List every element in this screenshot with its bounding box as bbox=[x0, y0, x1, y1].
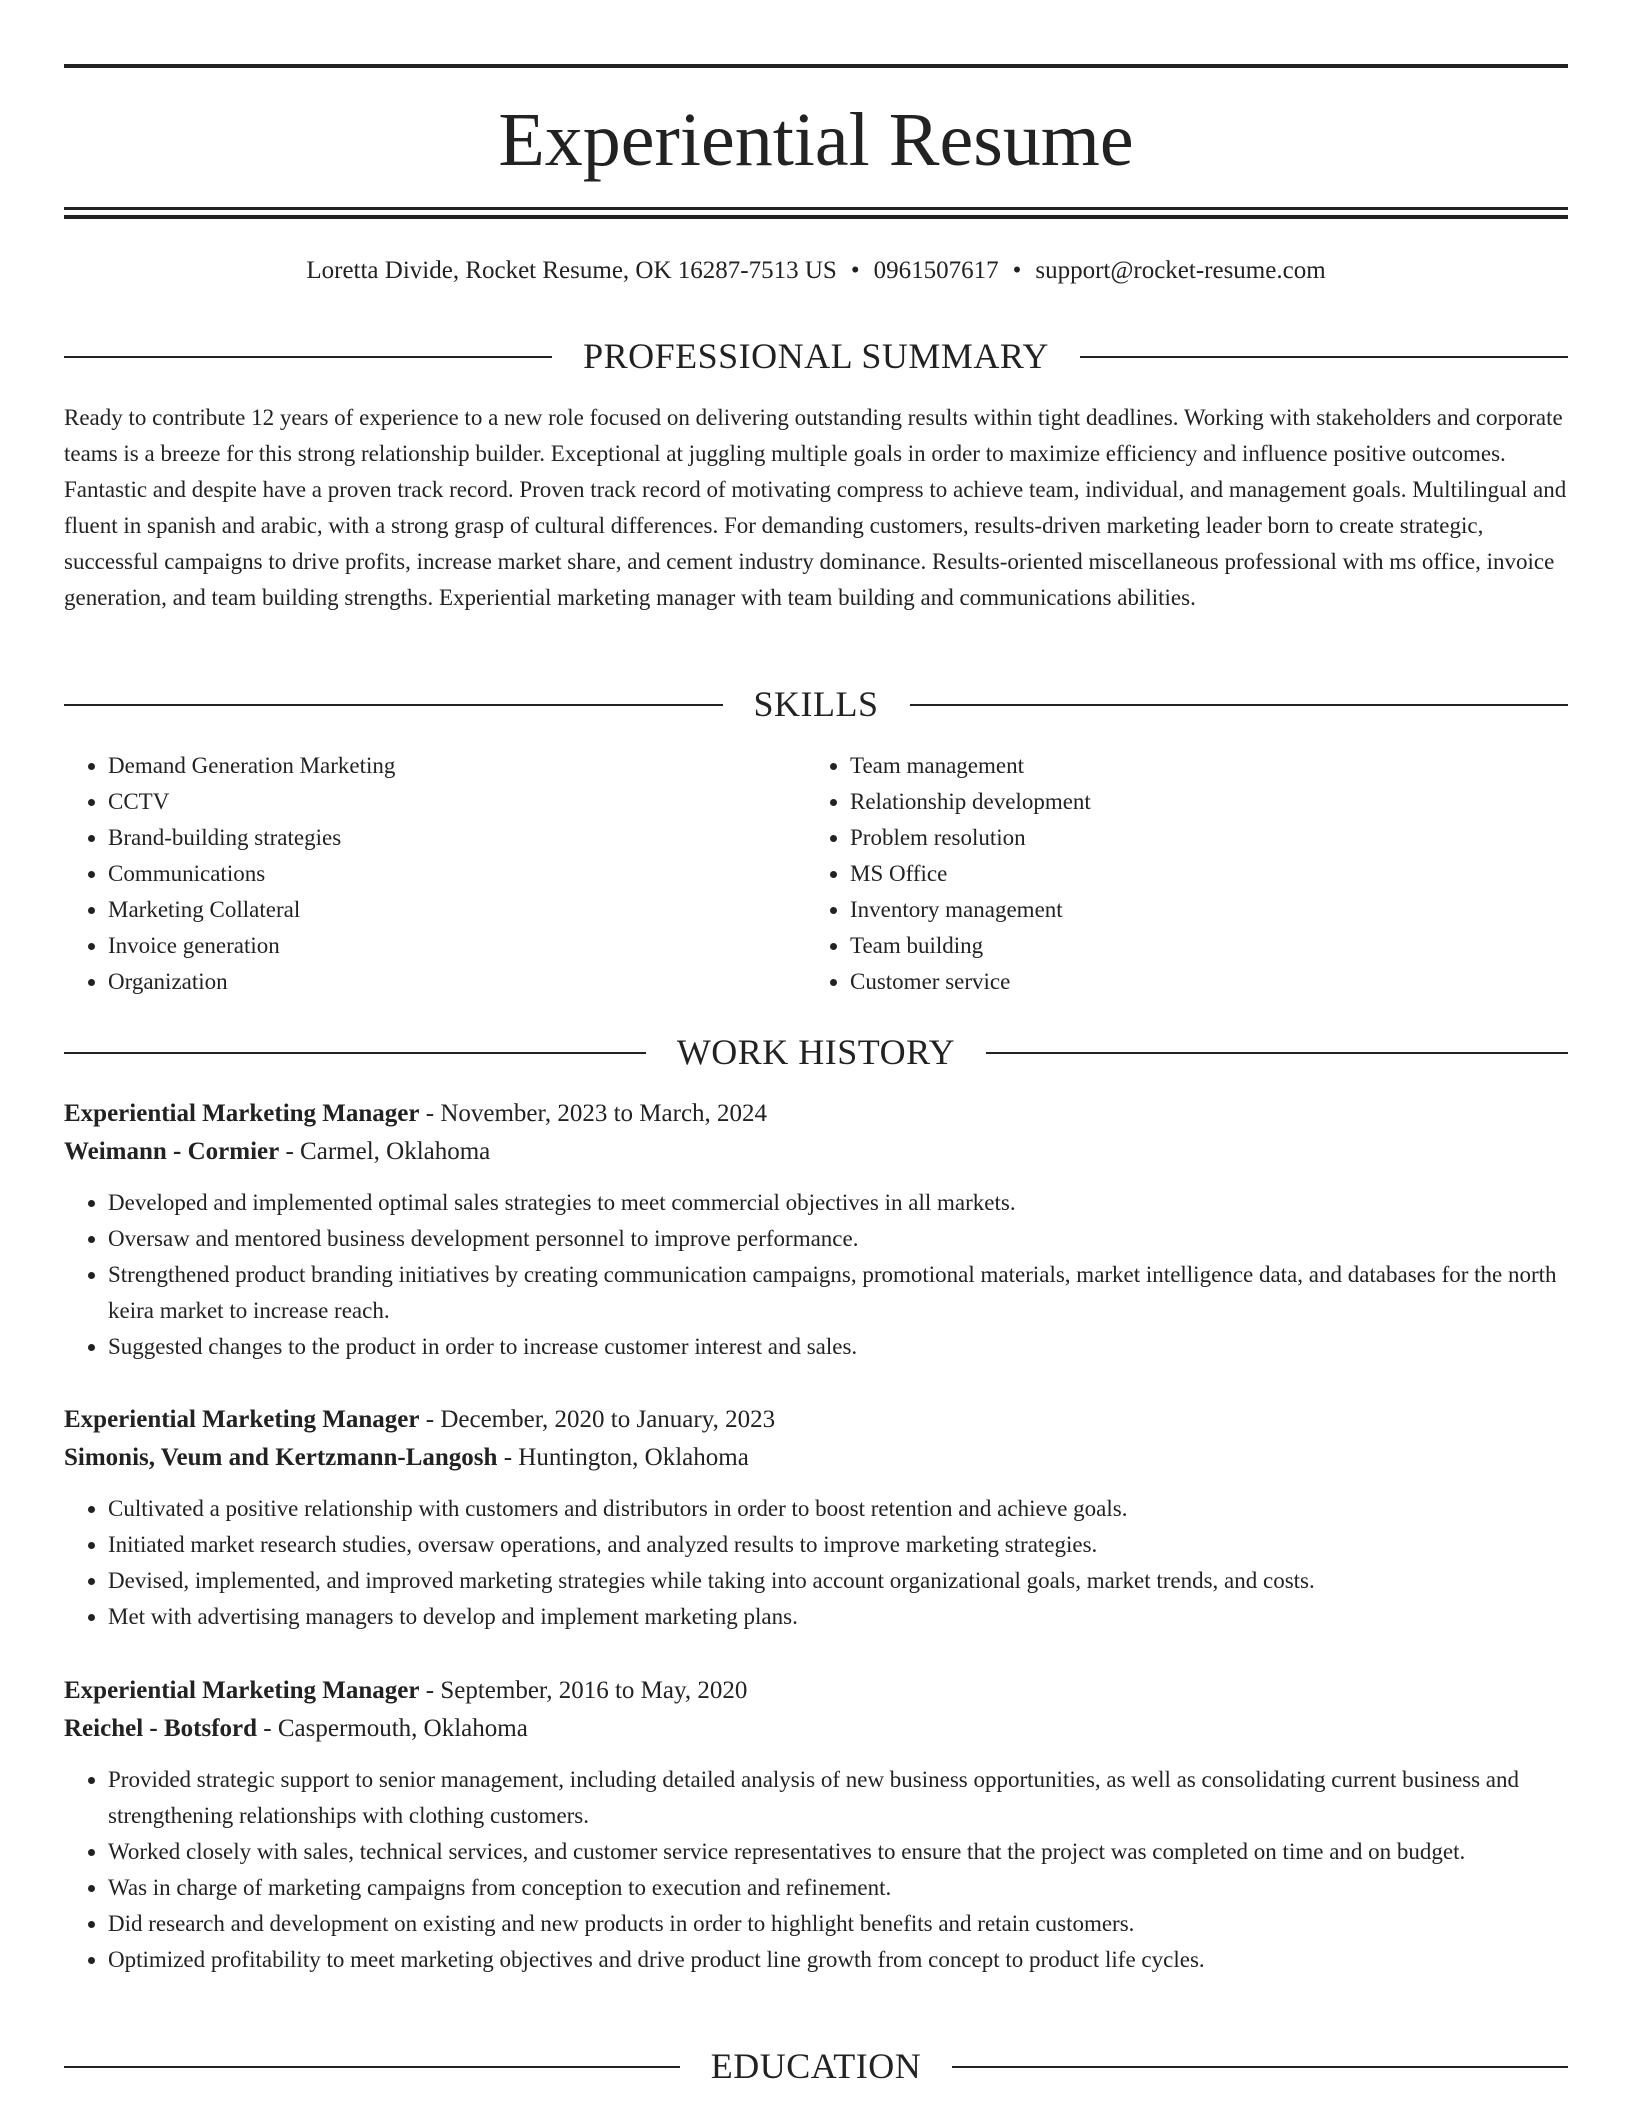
section-heading-education bbox=[64, 2044, 1568, 2088]
job-bullet: • Optimized profitability to meet marketing objectives and drive product line growth from concept to product life cycles. bbox=[108, 1942, 1568, 1978]
job-dates: - September, 2016 to May, 2020 bbox=[419, 1677, 748, 1704]
skill-item: • MS Office bbox=[850, 856, 1550, 892]
job-bullet: • Devised, implemented, and improved marketing strategies while taking into account organizational goals, market trends, and costs. bbox=[108, 1563, 1568, 1599]
skill-item: • Communications bbox=[108, 856, 808, 892]
job-title-line bbox=[64, 1095, 1568, 1133]
job-entry bbox=[64, 1401, 1568, 1635]
job-company: Simonis, Veum and Kertzmann-Langosh bbox=[64, 1444, 498, 1471]
skill-item: • Brand-building strategies bbox=[108, 820, 808, 856]
skill-item: • Team building bbox=[850, 928, 1550, 964]
heading-label: EDUCATION bbox=[710, 2046, 922, 2086]
job-dates: - December, 2020 to January, 2023 bbox=[419, 1406, 776, 1433]
job-company-line bbox=[64, 1133, 1568, 1171]
skills-list-left bbox=[64, 748, 808, 1000]
job-bullet: • Strengthened product branding initiatives by creating communication campaigns, promotional materials, market intelligence data, and databases for the north keira market to increase reach. bbox=[108, 1257, 1568, 1329]
job-bullet: • Oversaw and mentored business development personnel to improve performance. bbox=[108, 1221, 1568, 1257]
job-bullets bbox=[64, 1491, 1568, 1635]
top-rule bbox=[64, 64, 1568, 68]
job-bullet: • Suggested changes to the product in order to increase customer interest and sales. bbox=[108, 1329, 1568, 1365]
skill-item: • Marketing Collateral bbox=[108, 892, 808, 928]
resume-title: Experiential Resume bbox=[498, 98, 1134, 182]
job-location: - Caspermouth, Oklahoma bbox=[257, 1715, 528, 1742]
job-bullet: • Did research and development on existing and new products in order to highlight benefits and retain customers. bbox=[108, 1906, 1568, 1942]
job-bullet: • Provided strategic support to senior management, including detailed analysis of new business opportunities, as well as consolidating current business and strengthening relationships with clothing customers. bbox=[108, 1762, 1568, 1834]
skill-item: • Invoice generation bbox=[108, 928, 808, 964]
job-bullet: • Developed and implemented optimal sales strategies to meet commercial objectives in all markets. bbox=[108, 1185, 1568, 1221]
job-bullets bbox=[64, 1762, 1568, 1978]
title-rule-upper bbox=[64, 207, 1568, 210]
heading-label: SKILLS bbox=[753, 684, 879, 724]
job-company: Reichel - Botsford bbox=[64, 1715, 258, 1742]
job-bullet: • Was in charge of marketing campaigns from conception to execution and refinement. bbox=[108, 1870, 1568, 1906]
skills-list-right bbox=[806, 748, 1550, 1000]
job-company: Weimann - Cormier bbox=[64, 1138, 280, 1165]
skill-item: • Customer service bbox=[850, 964, 1550, 1000]
skill-item: • Organization bbox=[108, 964, 808, 1000]
skill-item: • Inventory management bbox=[850, 892, 1550, 928]
summary-text: Ready to contribute 12 years of experience to a new role focused on delivering outstanding results within tight deadlines. Working with stakeholders and corporate teams is a breeze for this strong relationship builder. Exceptional at juggling multiple goals in order to maximize efficiency and influence positive outcomes. Fantastic and despite have a proven track record. Proven track record of motivating compress to achieve team, individual, and management goals. Multilingual and fluent in spanish and arabic, with a strong grasp of cultural differences. For demanding customers, results-driven marketing leader born to create strategic, successful campaigns to drive profits, increase market share, and cement industry dominance. Results-oriented miscellaneous professional with ms office, invoice generation, and team building strengths. Experiential marketing manager with team building and communications abilities. bbox=[64, 405, 1567, 610]
job-bullet: • Cultivated a positive relationship with customers and distributors in order to boost retention and achieve goals. bbox=[108, 1491, 1568, 1527]
heading-label: PROFESSIONAL SUMMARY bbox=[583, 336, 1049, 376]
section-heading-work bbox=[64, 1030, 1568, 1074]
section-heading-summary bbox=[64, 334, 1568, 378]
contact-separator: • bbox=[850, 257, 860, 284]
job-company-line bbox=[64, 1710, 1568, 1748]
skill-item: • CCTV bbox=[108, 784, 808, 820]
job-bullet: • Initiated market research studies, oversaw operations, and analyzed results to improve marketing strategies. bbox=[108, 1527, 1568, 1563]
job-bullet: • Worked closely with sales, technical services, and customer service representatives to ensure that the project was completed on time and on budget. bbox=[108, 1834, 1568, 1870]
job-company-line bbox=[64, 1439, 1568, 1477]
skill-item: • Relationship development bbox=[850, 784, 1550, 820]
job-title-line bbox=[64, 1672, 1568, 1710]
job-title: Experiential Marketing Manager bbox=[64, 1406, 420, 1433]
contact-separator: • bbox=[1012, 257, 1022, 284]
job-bullets bbox=[64, 1185, 1568, 1365]
skill-item: • Team management bbox=[850, 748, 1550, 784]
contact-phone: 0961507617 bbox=[873, 257, 999, 284]
job-dates: - November, 2023 to March, 2024 bbox=[419, 1100, 768, 1127]
section-heading-skills bbox=[64, 682, 1568, 726]
job-bullet: • Met with advertising managers to develop and implement marketing plans. bbox=[108, 1599, 1568, 1635]
job-entry bbox=[64, 1672, 1568, 1978]
contact-email: support@rocket-resume.com bbox=[1035, 257, 1326, 284]
contact-line bbox=[64, 254, 1568, 288]
skill-item: • Demand Generation Marketing bbox=[108, 748, 808, 784]
skill-item: • Problem resolution bbox=[850, 820, 1550, 856]
job-title: Experiential Marketing Manager bbox=[64, 1100, 420, 1127]
title-rule-lower bbox=[64, 215, 1568, 219]
job-title: Experiential Marketing Manager bbox=[64, 1677, 420, 1704]
heading-label: WORK HISTORY bbox=[676, 1032, 956, 1072]
job-entry bbox=[64, 1095, 1568, 1365]
job-title-line bbox=[64, 1401, 1568, 1439]
job-location: - Carmel, Oklahoma bbox=[279, 1138, 491, 1165]
contact-address: Loretta Divide, Rocket Resume, OK 16287-7513 US bbox=[306, 257, 837, 284]
job-location: - Huntington, Oklahoma bbox=[497, 1444, 749, 1471]
